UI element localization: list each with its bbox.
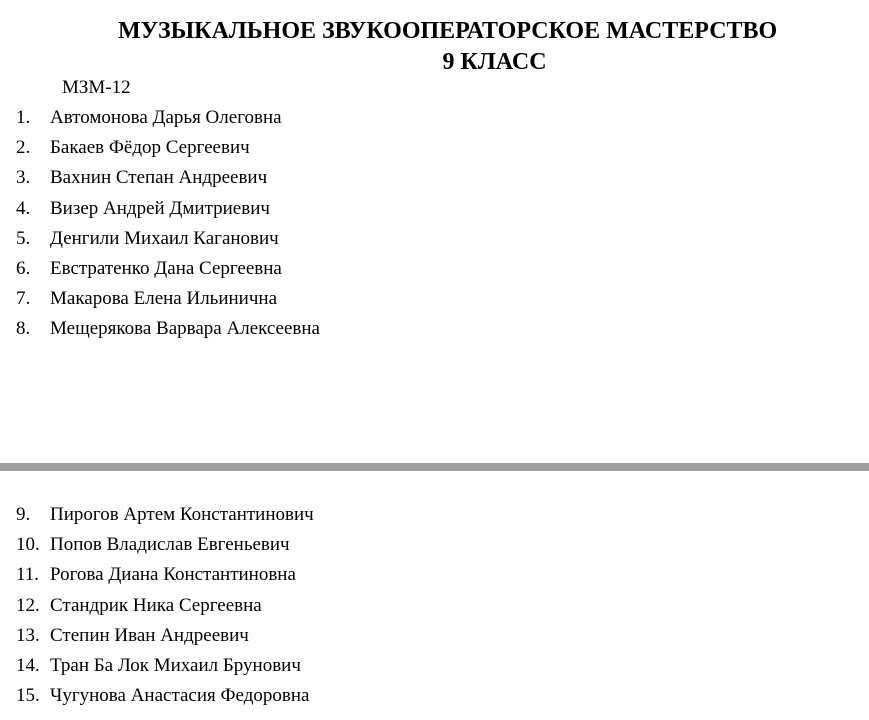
student-name: Чугунова Анастасия Федоровна	[50, 685, 310, 707]
item-number: 11.	[16, 564, 40, 586]
student-name: Рогова Диана Константиновна	[50, 564, 296, 586]
item-number: 15.	[16, 685, 40, 707]
item-number: 3.	[16, 167, 31, 189]
group-code: МЗМ-12	[62, 77, 131, 98]
document-subtitle: 9 КЛАСС	[442, 49, 547, 75]
student-name: Денгили Михаил Каганович	[50, 227, 279, 249]
student-name: Попов Владислав Евгеньевич	[50, 534, 290, 556]
item-number: 8.	[16, 318, 31, 340]
item-number: 12.	[16, 594, 40, 616]
item-number: 7.	[16, 288, 31, 310]
student-name: Степин Иван Андреевич	[50, 624, 249, 646]
item-number: 9.	[16, 504, 31, 525]
item-number: 10.	[16, 534, 40, 556]
student-name: Вахнин Степан Андреевич	[50, 167, 268, 189]
student-name: Евстратенко Дана Сергеевна	[50, 257, 282, 279]
item-number: 5.	[16, 227, 31, 249]
item-number: 1.	[16, 107, 31, 128]
item-number: 13.	[16, 624, 40, 646]
student-name: Макарова Елена Ильинична	[50, 288, 278, 310]
student-name: Автомонова Дарья Олеговна	[50, 107, 282, 128]
item-number: 6.	[16, 257, 31, 279]
document-title: МУЗЫКАЛЬНОЕ ЗВУКООПЕРАТОРСКОЕ МАСТЕРСТВО	[118, 18, 778, 44]
item-number: 14.	[16, 654, 40, 676]
item-number: 4.	[16, 197, 31, 219]
item-number: 2.	[16, 137, 31, 159]
student-name: Визер Андрей Дмитриевич	[50, 197, 270, 219]
student-name: Тран Ба Лок Михаил Брунович	[50, 654, 301, 676]
student-name: Пирогов Артем Константинович	[50, 504, 314, 525]
student-name: Мещерякова Варвара Алексеевна	[50, 318, 320, 340]
student-name: Стандрик Ника Сергеевна	[50, 594, 262, 616]
page-break-divider	[0, 463, 869, 471]
student-name: Бакаев Фёдор Сергеевич	[50, 137, 250, 159]
